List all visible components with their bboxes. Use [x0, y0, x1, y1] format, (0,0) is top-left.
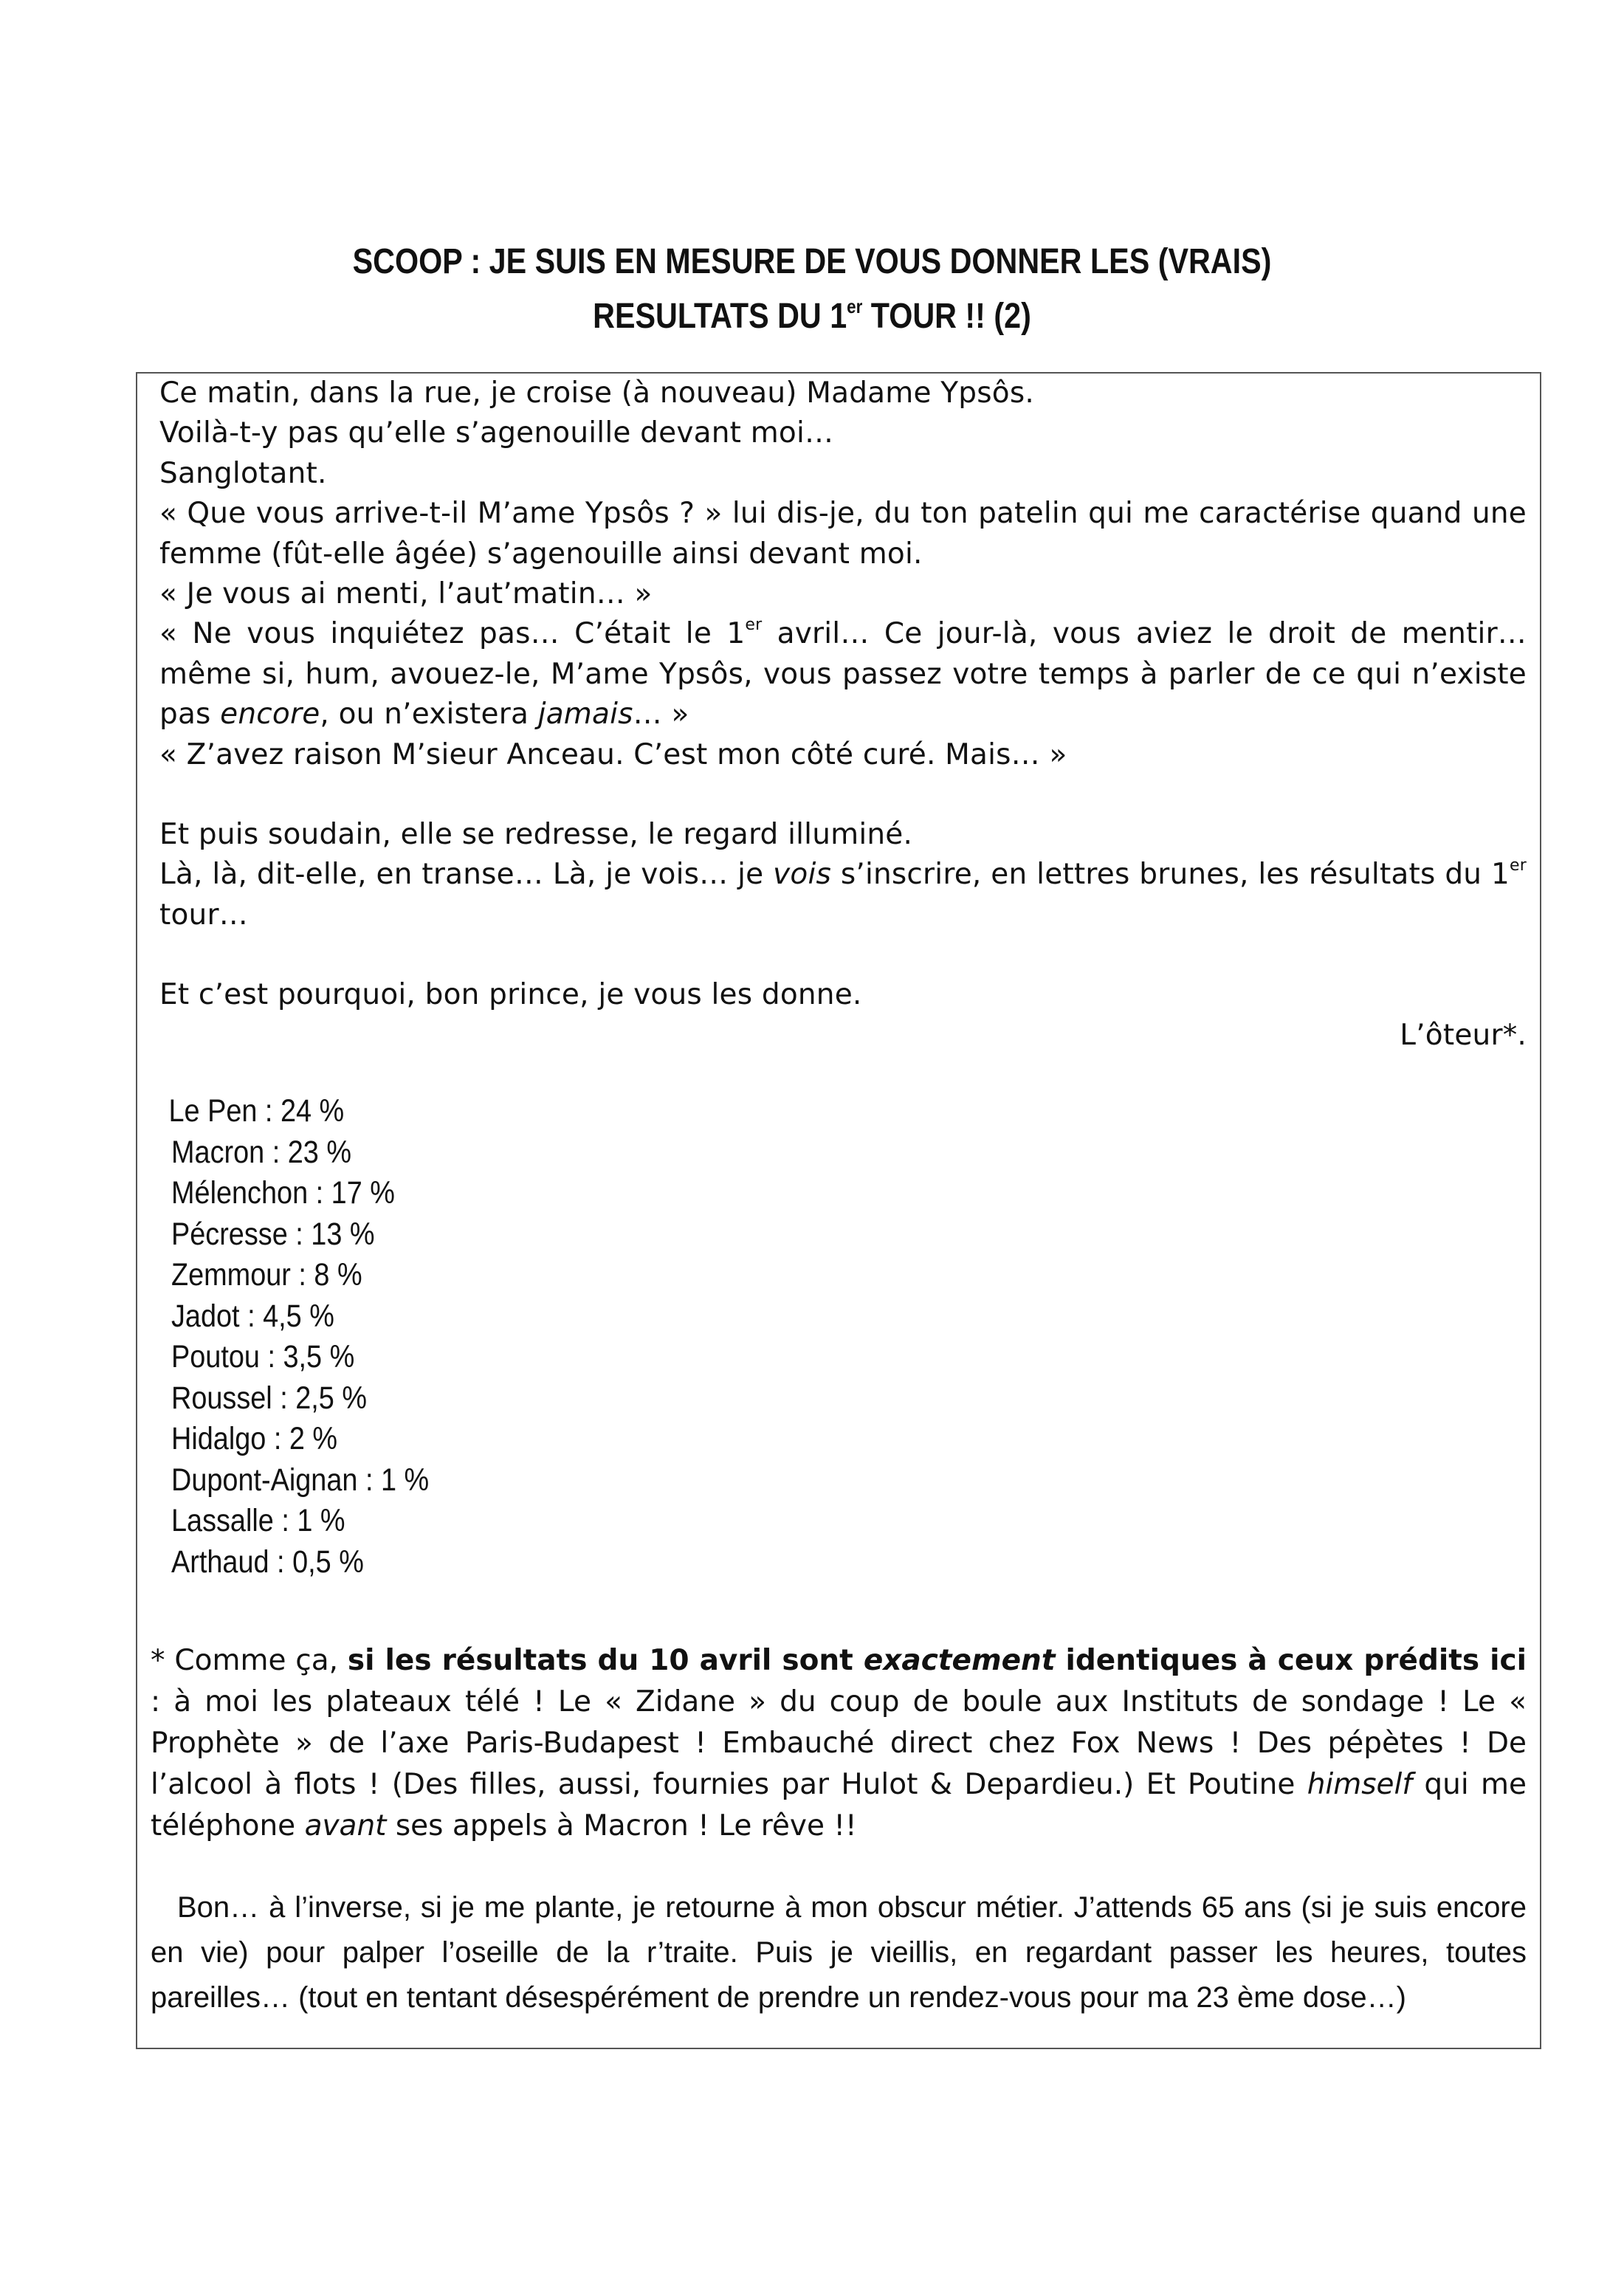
result-item: Le Pen : 24 %	[168, 1093, 345, 1129]
page-title	[114, 235, 1510, 344]
story-paragraph: Ce matin, dans la rue, je croise (à nouveau) Madame Ypsôs.	[159, 376, 1034, 410]
story-text-run: s’inscrire, en lettres brunes, les résultats du 1	[831, 858, 1510, 892]
spacer	[151, 935, 1527, 975]
story-paragraph	[151, 614, 1527, 734]
title-line-2	[114, 289, 1510, 344]
result-item: Roussel : 2,5 %	[171, 1380, 368, 1416]
title-line-2-suffix: TOUR !! (2)	[862, 297, 1031, 336]
footnote-bold-run: identiques à ceux prédits ici	[1055, 1644, 1527, 1677]
emphasis: himself	[1307, 1768, 1413, 1801]
result-item: Pécresse : 13 %	[171, 1216, 375, 1252]
footnote-text-run: * Comme ça,	[151, 1644, 348, 1677]
signature: L’ôteur*.	[1400, 1018, 1527, 1052]
footnote-text-run: : à moi les plateaux télé ! Le « Zidane » du coup de boule aux Instituts de sondage ! Le « Prophète » de l’axe Paris-Budapest ! Embauché direct chez Fox News ! Des pépètes ! De l’alcool à flots ! (Des filles, aussi, fournies par Hulot & Depardieu.) Et Poutine	[151, 1685, 1527, 1801]
footnote-bold	[348, 1644, 1527, 1677]
story-paragraph: « Je vous ai menti, l’aut’matin… »	[159, 577, 653, 611]
result-item: Zemmour : 8 %	[171, 1257, 362, 1293]
story-paragraph: Et c’est pourquoi, bon prince, je vous les donne.	[159, 978, 862, 1012]
emphasis: avant	[304, 1809, 387, 1842]
title-line-1: SCOOP : JE SUIS EN MESURE DE VOUS DONNER LES (VRAIS)	[352, 242, 1272, 281]
result-item: Poutou : 3,5 %	[171, 1339, 355, 1374]
emphasis: vois	[773, 858, 832, 892]
emphasis: exactement	[863, 1644, 1056, 1677]
story-text-run: … »	[633, 698, 689, 732]
result-item: Arthaud : 0,5 %	[171, 1544, 364, 1580]
footnote-bold-run: si les résultats du 10 avril sont	[347, 1644, 864, 1677]
story-paragraph: Voilà-t-y pas qu’elle s’agenouille devant moi…	[159, 416, 834, 450]
story-paragraph	[151, 855, 1527, 935]
superscript: er	[1510, 856, 1527, 875]
footnote-text-run: qui me téléphone	[151, 1768, 1527, 1842]
result-item: Dupont-Aignan : 1 %	[171, 1462, 430, 1498]
spacer	[151, 775, 1527, 815]
story-paragraph: « Z’avez raison M’sieur Anceau. C’est mon côté curé. Mais… »	[159, 737, 1067, 771]
title-line-2-prefix: RESULTATS DU 1	[593, 297, 847, 336]
emphasis: jamais	[537, 698, 633, 732]
result-item: Hidalgo : 2 %	[171, 1421, 338, 1456]
story-text-run: , ou n’existera	[320, 698, 538, 732]
emphasis: encore	[220, 698, 320, 732]
story-text-run: Là, là, dit-elle, en transe… Là, je vois… je	[159, 858, 774, 892]
superscript: er	[745, 616, 763, 635]
story-text	[151, 374, 1527, 1056]
result-item: Lassalle : 1 %	[171, 1503, 345, 1538]
title-superscript: er	[847, 295, 863, 317]
story-text-run: « Ne vous inquiétez pas… C’était le 1	[159, 617, 746, 651]
closing-paragraph: Bon… à l’inverse, si je me plante, je retourne à mon obscur métier. J’attends 65 ans (si je suis encore en vie) pour palper l’oseille de la r’traite. Puis je vieillis, en regardant passer les heures, toutes pareilles… (tout en tentant désespérément de prendre un rendez-vous pour ma 23 ème dose…)	[151, 1891, 1527, 2014]
result-item: Mélenchon : 17 %	[171, 1175, 395, 1211]
footnote	[151, 1640, 1527, 1847]
results-list	[168, 1091, 430, 1583]
story-paragraph: Et puis soudain, elle se redresse, le regard illuminé.	[159, 818, 913, 852]
story-text-run: tour…	[159, 898, 248, 932]
result-item: Macron : 23 %	[171, 1134, 351, 1170]
footnote-text-run: ses appels à Macron ! Le rêve !!	[386, 1809, 857, 1842]
result-item: Jadot : 4,5 %	[171, 1298, 334, 1334]
story-paragraph: Sanglotant.	[159, 456, 327, 490]
story-text-run: avril… Ce jour-là, vous aviez le droit de mentir… même si, hum, avouez-le, M’ame Ypsôs, vous passez votre temps à parler de ce qui n’existe pas	[159, 617, 1527, 732]
story-paragraph: « Que vous arrive-t-il M’ame Ypsôs ? » lui dis-je, du ton patelin qui me caractérise quand une femme (fût-elle âgée) s’agenouille ainsi devant moi.	[159, 497, 1527, 571]
